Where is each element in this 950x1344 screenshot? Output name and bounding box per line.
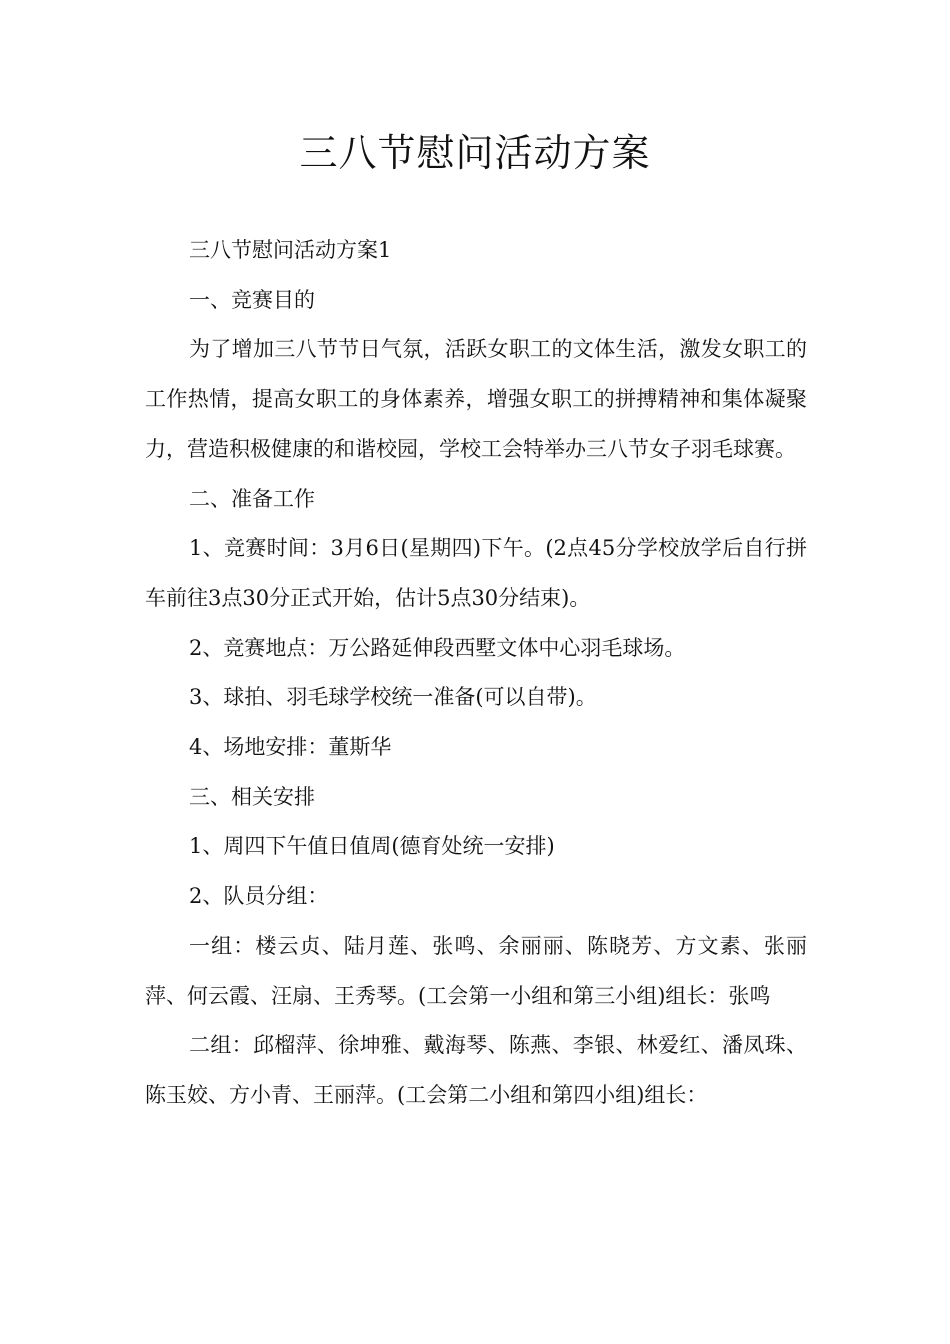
paragraph-plan-heading: 三八节慰问活动方案1 [189, 238, 392, 262]
paragraph-purpose: 为了增加三八节节日气氛，活跃女职工的文体生活，激发女职工的工作热情，提高女职工的身体素养，增强女职工的拼搏精神和集体凝聚力，营造积极健康的和谐校园，学校工会特举办三八节女子羽毛球赛。 [145, 337, 807, 461]
paragraph-venue-arrangement: 4、场地安排：董斯华 [189, 735, 392, 760]
document-title: 三八节慰问活动方案 [299, 131, 651, 175]
paragraph-equipment: 3、球拍、羽毛球学校统一准备(可以自带)。 [189, 685, 597, 710]
paragraph-duty: 1、周四下午值日值周(德育处统一安排) [189, 834, 555, 859]
paragraph-time: 1、竞赛时间：3月6日(星期四)下午。(2点45分学校放学后自行拼车前往3点30分正式开始，估计5点30分结束)。 [145, 536, 807, 610]
document-body [145, 226, 807, 1121]
paragraph-group-2: 二组：邱榴萍、徐坤雅、戴海琴、陈燕、李银、林爱红、潘凤珠、陈玉姣、方小青、王丽萍。(工会第二小组和第四小组)组长： [145, 1033, 807, 1107]
paragraph-group-1: 一组：楼云贞、陆月莲、张鸣、余丽丽、陈晓芳、方文素、张丽萍、何云霞、汪扇、王秀琴。(工会第一小组和第三小组)组长：张鸣 [145, 933, 807, 1008]
paragraph-grouping: 2、队员分组： [189, 884, 329, 909]
paragraph-section-3-heading: 三、相关安排 [189, 784, 315, 809]
paragraph-section-2-heading: 二、准备工作 [189, 486, 315, 511]
paragraph-location: 2、竞赛地点：万公路延伸段西墅文体中心羽毛球场。 [189, 635, 686, 660]
paragraph-section-1-heading: 一、竞赛目的 [189, 287, 315, 312]
